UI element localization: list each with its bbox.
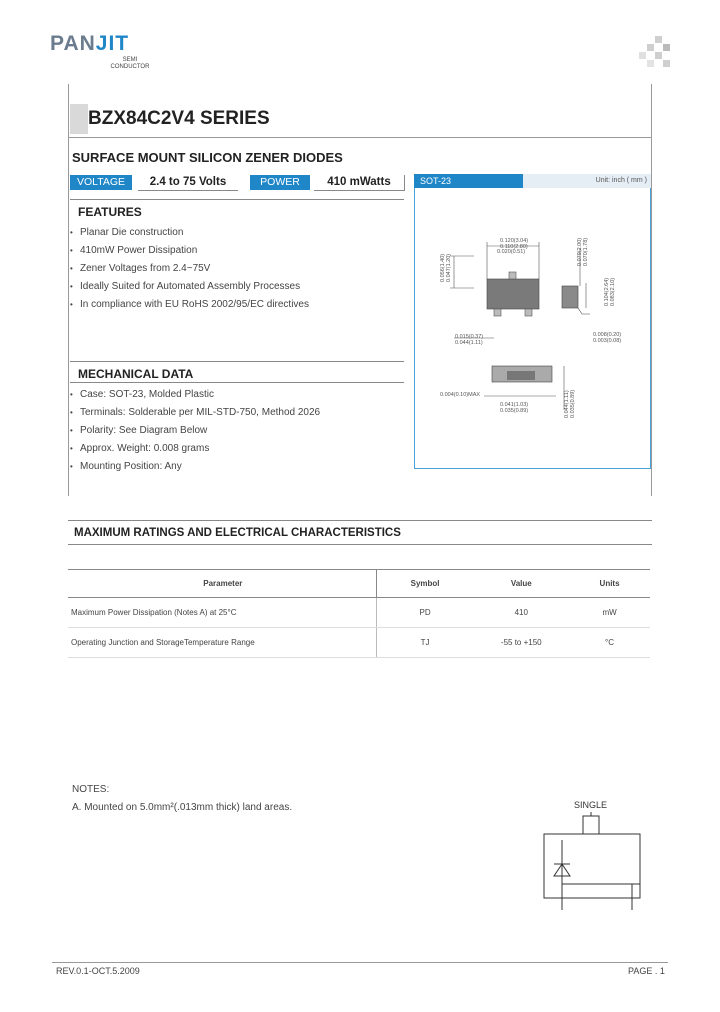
dim-label: 0.015(0.37) 0.044(1.11) <box>455 334 484 346</box>
footer-line <box>52 962 668 963</box>
table-cell: 410 <box>473 598 569 628</box>
page-subtitle: SURFACE MOUNT SILICON ZENER DIODES <box>72 150 343 165</box>
footer-revision: REV.0.1-OCT.5.2009 <box>56 966 140 976</box>
table-cell: Maximum Power Dissipation (Notes A) at 25°C <box>68 598 376 628</box>
logo-sub-line1: SEMI <box>122 57 138 63</box>
dim-label: 0.104(2.64) 0.083(2.10) <box>604 277 616 306</box>
list-item: • Mounting Position: Any <box>70 458 320 476</box>
panjit-logo <box>50 32 129 56</box>
table-header-row <box>68 570 650 598</box>
logo-subtitle <box>104 57 156 71</box>
logo-pan-text: PAN <box>50 32 96 55</box>
features-list <box>70 224 309 314</box>
dim-label: 0.079(2.00) 0.070(1.78) <box>577 237 589 266</box>
voltage-value: 2.4 to 75 Volts <box>138 175 238 191</box>
footer-page: PAGE . 1 <box>628 966 665 976</box>
list-item: • Ideally Suited for Automated Assembly Processes <box>70 278 309 296</box>
column-header: Value <box>473 570 569 598</box>
dim-label: 0.004(0.10)MAX <box>440 392 481 398</box>
power-label: POWER <box>250 175 310 190</box>
dim-label: 0.041(1.03) 0.035(0.89) <box>500 402 529 414</box>
logo-sub-line2: CONDUCTOR <box>110 64 150 70</box>
list-item: • Planar Die construction <box>70 224 309 242</box>
package-drawing <box>414 188 651 468</box>
note-a: A. Mounted on 5.0mm²(.013mm thick) land areas. <box>72 802 293 813</box>
list-item: • In compliance with EU RoHS 2002/95/EC directives <box>70 296 309 314</box>
dim-label: 0.044(1.11) 0.035(0.89) <box>564 389 576 418</box>
list-item: • Terminals: Solderable per MIL-STD-750, Method 2026 <box>70 404 320 422</box>
features-topline <box>70 199 404 200</box>
schematic-outline <box>544 834 640 898</box>
sot23-lead-top <box>509 272 516 279</box>
diagram-label: SINGLE <box>574 800 608 810</box>
ratings-heading: MAXIMUM RATINGS AND ELECTRICAL CHARACTERISTICS <box>74 527 401 539</box>
dim-label: 0.020(0.51) <box>497 249 526 255</box>
schematic-pin-top <box>583 816 599 834</box>
ratings-table <box>68 569 650 658</box>
notes-title: NOTES: <box>72 784 110 795</box>
table-cell: TJ <box>376 628 473 658</box>
mechanical-topline <box>70 361 404 362</box>
table-row <box>68 628 650 658</box>
diode-schematic <box>540 812 650 912</box>
package-unit: Unit: inch ( mm ) <box>523 174 651 188</box>
sot23-body-top <box>487 279 539 309</box>
table-cell: °C <box>569 628 650 658</box>
sot23-body-side <box>562 286 578 308</box>
sot23-lead-left <box>494 309 501 316</box>
title-gray-block <box>70 104 88 134</box>
column-header: Units <box>569 570 650 598</box>
features-heading: FEATURES <box>78 205 142 219</box>
list-item: • Polarity: See Diagram Below <box>70 422 320 440</box>
list-item: • Case: SOT-23, Molded Plastic <box>70 386 320 404</box>
dim-label: 0.120(3.04) 0.110(2.80) <box>500 238 529 250</box>
ratings-topline <box>68 520 652 521</box>
table-cell: Operating Junction and StorageTemperature Range <box>68 628 376 658</box>
mechanical-list <box>70 386 320 476</box>
voltage-label: VOLTAGE <box>70 175 132 190</box>
page-title: BZX84C2V4 SERIES <box>88 108 270 129</box>
ratings-underline <box>68 544 652 545</box>
column-header: Parameter <box>68 570 376 598</box>
sot23-lead-right <box>525 309 532 316</box>
table-row <box>68 598 650 628</box>
power-value: 410 mWatts <box>314 175 404 191</box>
dim-label: 0.008(0.20) 0.003(0.08) <box>593 332 622 344</box>
dim-label: 0.056(1.40) 0.047(1.20) <box>440 253 452 282</box>
table-cell: -55 to +150 <box>473 628 569 658</box>
frame-right-line <box>651 84 652 496</box>
list-item: • 410mW Power Dissipation <box>70 242 309 260</box>
column-header: Symbol <box>376 570 473 598</box>
title-underline <box>68 137 652 138</box>
list-item: • Approx. Weight: 0.008 grams <box>70 440 320 458</box>
spec-bar-end <box>404 175 405 191</box>
logo-jit-text: JIT <box>95 32 130 55</box>
mechanical-heading: MECHANICAL DATA <box>78 367 194 381</box>
list-item: • Zener Voltages from 2.4~75V <box>70 260 309 278</box>
package-name: SOT-23 <box>414 174 523 188</box>
mechanical-underline <box>70 382 404 383</box>
table-cell: PD <box>376 598 473 628</box>
frame-left-line <box>68 84 69 496</box>
table-cell: mW <box>569 598 650 628</box>
